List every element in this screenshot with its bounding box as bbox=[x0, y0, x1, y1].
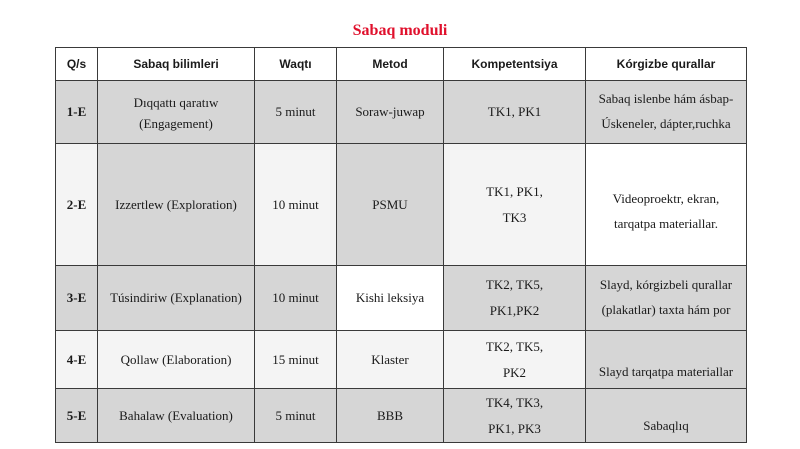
competence-cell bbox=[444, 81, 586, 144]
competence-cell bbox=[444, 266, 586, 331]
lesson-module-table bbox=[55, 47, 747, 443]
tools-cell bbox=[586, 81, 747, 144]
tools-line: Slayd tarqatpa materiallar bbox=[598, 364, 734, 380]
competence-line: TK2, TK5, bbox=[485, 338, 544, 354]
knowledge-cell: Túsindiriw (Explanation) bbox=[98, 266, 255, 331]
table-row bbox=[56, 266, 747, 331]
tools-cell bbox=[586, 331, 747, 389]
competence-cell bbox=[444, 331, 586, 389]
method-cell: PSMU bbox=[337, 144, 444, 266]
stage-cell: 5-E bbox=[56, 389, 98, 443]
stage-cell: 3-E bbox=[56, 266, 98, 331]
header-time: Waqtı bbox=[255, 48, 337, 81]
tools-line: (plakatlar) taxta hám por bbox=[601, 302, 731, 317]
method-cell: Soraw-juwap bbox=[337, 81, 444, 144]
tools-line: Slayd, kórgizbeli qurallar bbox=[599, 277, 733, 293]
time-cell: 5 minut bbox=[255, 81, 337, 144]
header-visual-tools: Kórgizbe qurallar bbox=[586, 48, 747, 81]
tools-line: Úskeneler, dápter,ruchka bbox=[601, 116, 731, 131]
knowledge-cell: Qollaw (Elaboration) bbox=[98, 331, 255, 389]
tools-line: Sabaq islenbe hám ásbap- bbox=[598, 91, 734, 107]
time-cell: 10 minut bbox=[255, 266, 337, 331]
competence-line: TK3 bbox=[502, 209, 527, 225]
knowledge-cell: Bahalaw (Evaluation) bbox=[98, 389, 255, 443]
competence-line: TK4, TK3, bbox=[485, 394, 544, 410]
tools-cell bbox=[586, 389, 747, 443]
table-row bbox=[56, 331, 747, 389]
method-cell: Klaster bbox=[337, 331, 444, 389]
method-cell: Kishi leksiya bbox=[337, 266, 444, 331]
knowledge-cell bbox=[98, 81, 255, 144]
time-cell: 10 minut bbox=[255, 144, 337, 266]
tools-cell bbox=[586, 266, 747, 331]
tools-line: Sabaqlıq bbox=[643, 418, 689, 434]
competence-line: PK1, PK3 bbox=[488, 420, 541, 436]
competence-line: TK1, PK1 bbox=[487, 104, 542, 119]
knowledge-line: Dıqqattı qaratıw bbox=[133, 94, 219, 110]
tools-line: tarqatpa materiallar. bbox=[614, 215, 718, 231]
tools-cell bbox=[586, 144, 747, 266]
time-cell: 5 minut bbox=[255, 389, 337, 443]
header-number: Q/s bbox=[56, 48, 98, 81]
table-row bbox=[56, 389, 747, 443]
knowledge-line: (Engagement) bbox=[139, 116, 213, 132]
knowledge-cell: Izzertlew (Exploration) bbox=[98, 144, 255, 266]
competence-line: TK1, PK1, bbox=[486, 183, 543, 199]
table-row bbox=[56, 144, 747, 266]
competence-line: TK2, TK5, bbox=[485, 277, 544, 292]
competence-line: PK1,PK2 bbox=[489, 303, 540, 318]
header-method: Metod bbox=[337, 48, 444, 81]
module-title: Sabaq moduli bbox=[352, 22, 448, 39]
time-cell: 15 minut bbox=[255, 331, 337, 389]
stage-cell: 1-E bbox=[56, 81, 98, 144]
method-cell: BBB bbox=[337, 389, 444, 443]
competence-cell bbox=[444, 144, 586, 266]
tools-line: Videoproektr, ekran, bbox=[612, 190, 720, 206]
competence-line: PK2 bbox=[502, 364, 527, 380]
header-lesson-knowledge: Sabaq bilimleri bbox=[98, 48, 255, 81]
header-competence: Kompetentsiya bbox=[444, 48, 586, 81]
competence-cell bbox=[444, 389, 586, 443]
stage-cell: 2-E bbox=[56, 144, 98, 266]
table-header-row bbox=[56, 48, 747, 81]
table-row bbox=[56, 81, 747, 144]
stage-cell: 4-E bbox=[56, 331, 98, 389]
